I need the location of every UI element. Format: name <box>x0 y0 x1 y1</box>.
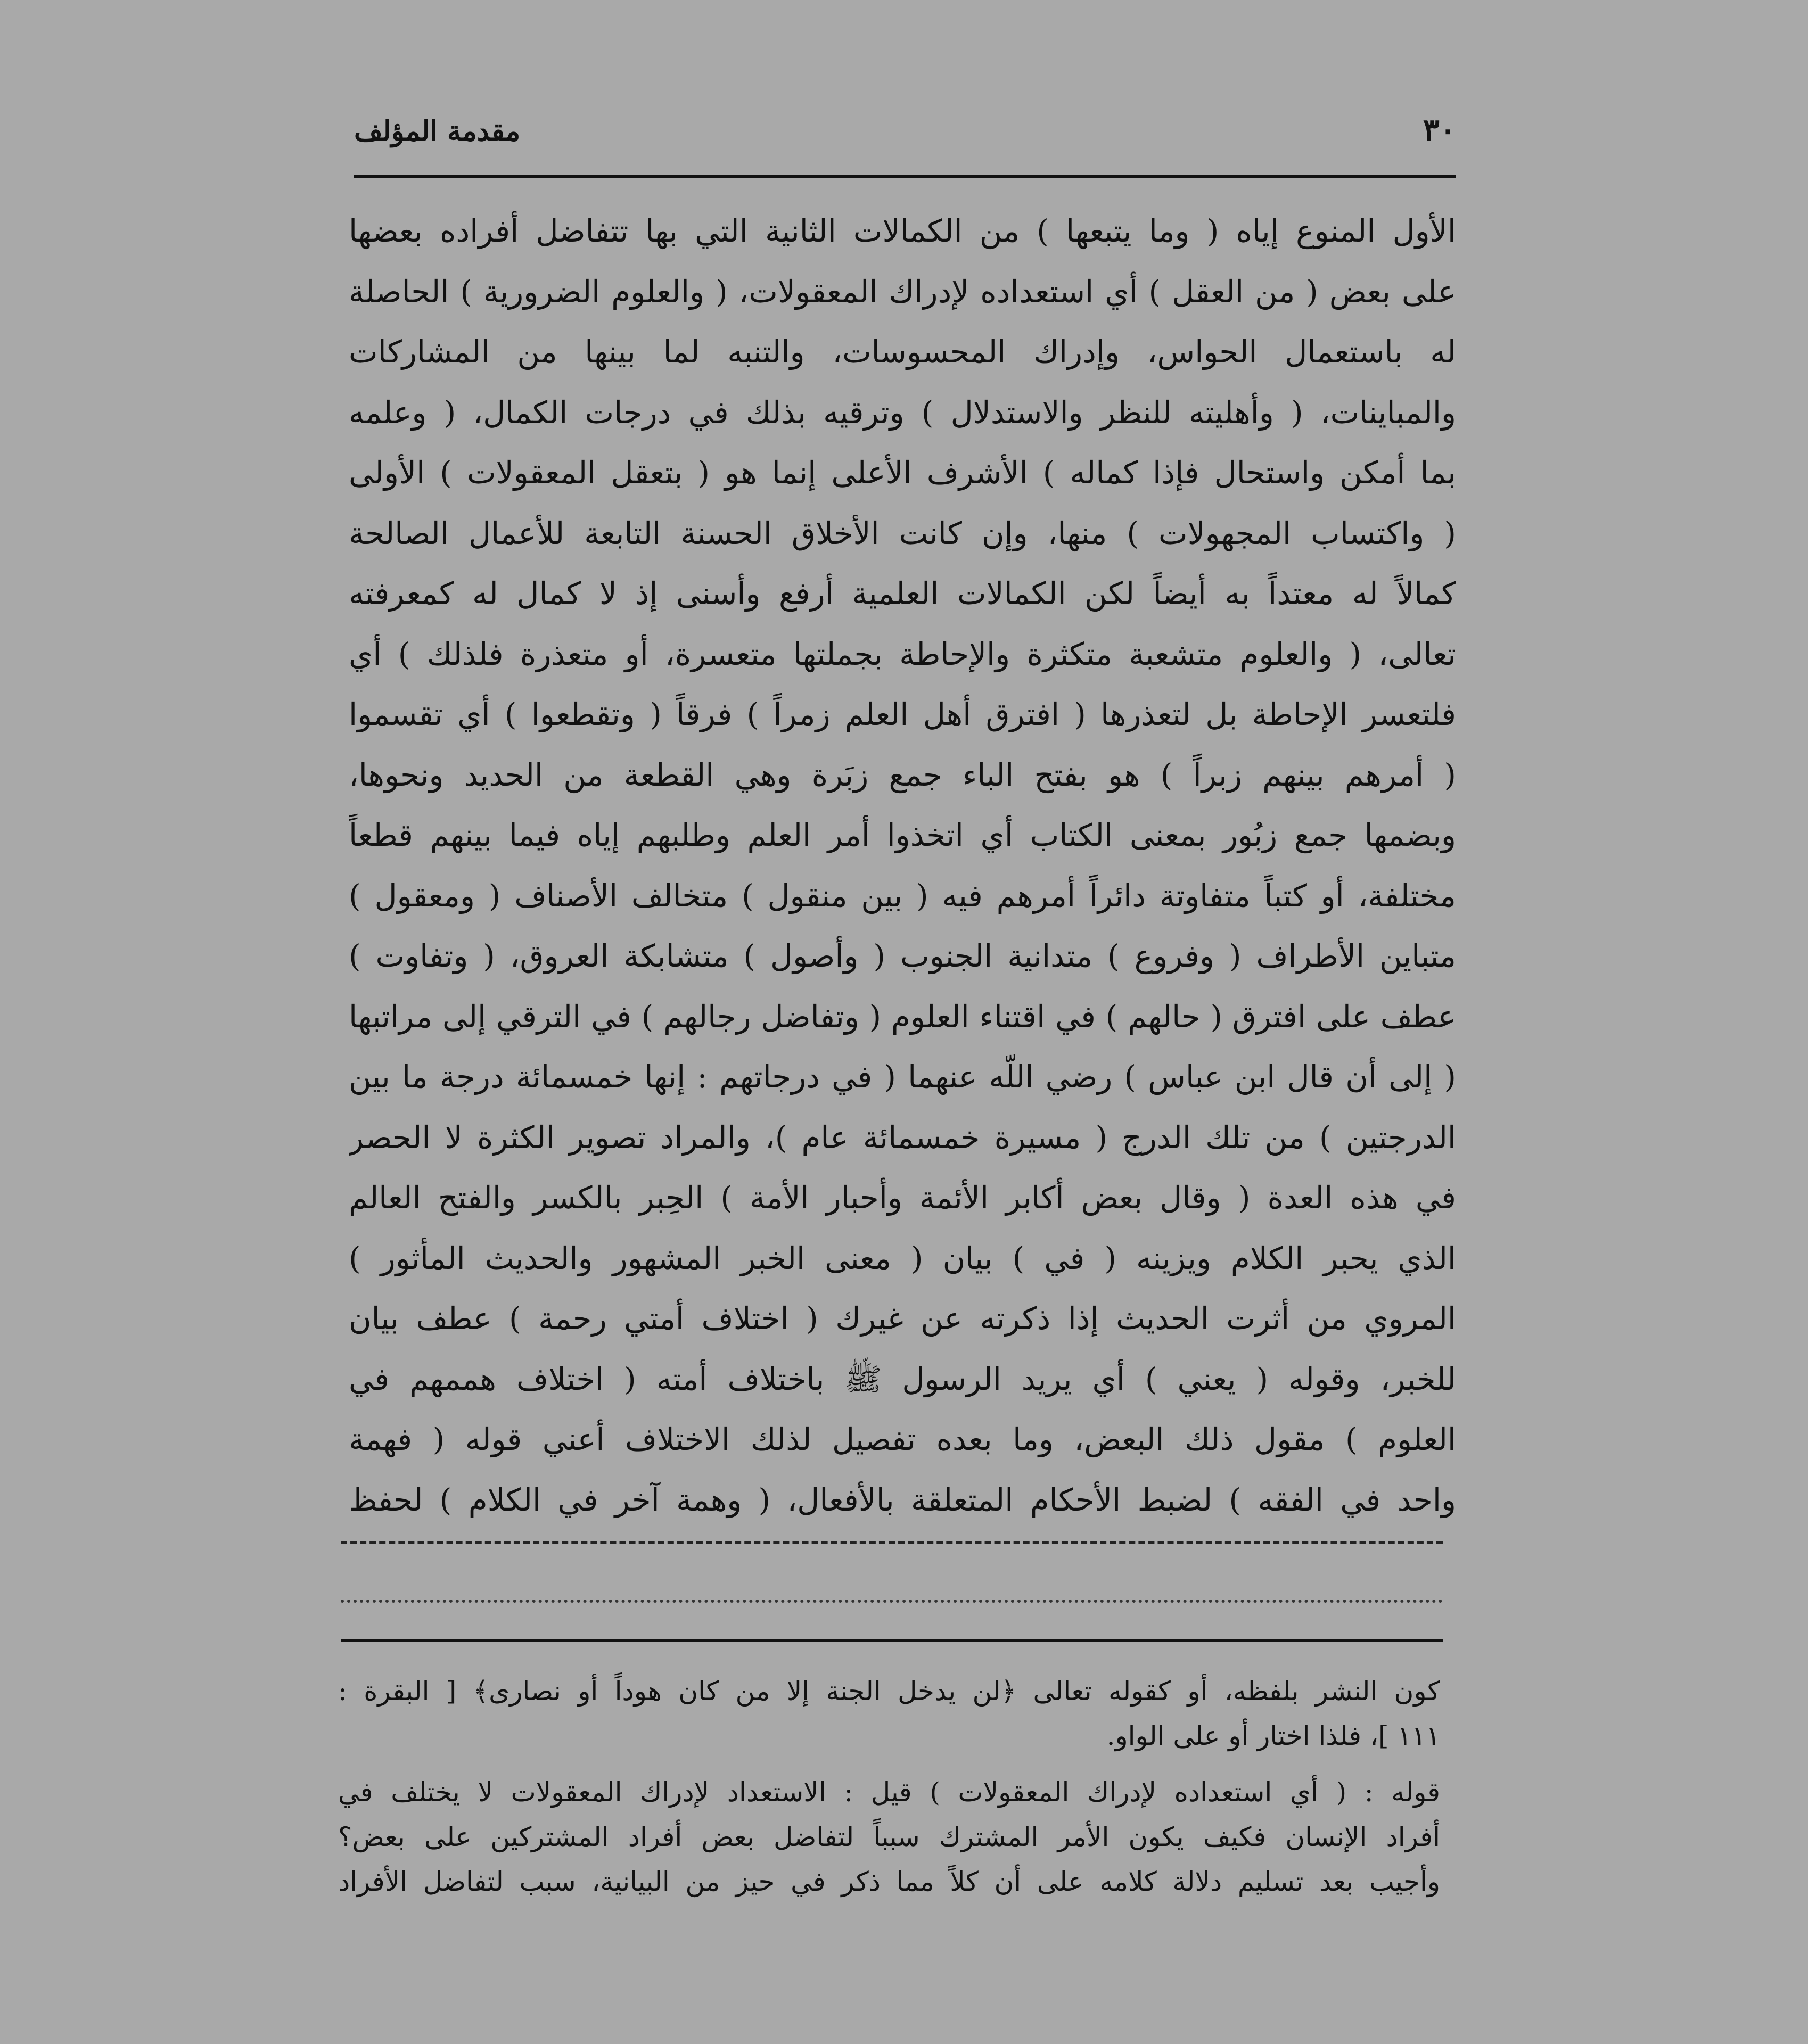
footnote-line: ١١١ ]، فلذا اختار أو على الواو. <box>1106 1720 1440 1751</box>
text-line: العلوم ) مقول ذلك البعض، وما بعده تفصيل لذلك الاختلاف أعني قوله ( فهمة <box>349 1421 1456 1457</box>
text-line: ( أمرهم بينهم زبراً ) هو بفتح الباء جمع زبَرة وهي القطعة من الحديد ونحوها، <box>349 756 1456 793</box>
text-line: ( إلى أن قال ابن عباس ) رضي اللّه عنهما ( في درجاتهم : إنها خمسمائة درجة ما بين <box>349 1059 1456 1095</box>
text-line: ( واكتساب المجهولات ) منها، وإن كانت الأخلاق الحسنة التابعة للأعمال الصالحة <box>349 515 1456 551</box>
text-line: فلتعسر الإحاطة بل لتعذرها ( افترق أهل العلم زمراً ) فرقاً ( وتقطعوا ) أي تقسموا <box>349 696 1456 732</box>
text-line: على بعض ( من العقل ) أي استعداده لإدراك المعقولات، ( والعلوم الضرورية ) الحاصلة <box>349 273 1456 310</box>
footnote-rule <box>341 1639 1443 1642</box>
text-line: بما أمكن واستحال فإذا كماله ) الأشرف الأعلى إنما هو ( بتعقل المعقولات ) الأولى <box>349 455 1456 491</box>
text-line: والمباينات، ( وأهليته للنظر والاستدلال ) وترقيه بذلك في درجات الكمال، ( وعلمه <box>349 394 1456 431</box>
dashed-separator <box>341 1541 1443 1555</box>
footnote-line: كون النشر بلفظه، أو كقوله تعالى ﴿لن يدخل الجنة إلا من كان هوداً أو نصارى﴾ [ البقرة : <box>338 1676 1440 1707</box>
footnotes <box>338 1669 1440 1904</box>
text-line: له باستعمال الحواس، وإدراك المحسوسات، والتنبه لما بينها من المشاركات <box>349 334 1456 370</box>
footnote-gap <box>338 1758 1440 1770</box>
running-title: مقدمة المؤلف <box>354 115 521 147</box>
text-line: كمالاً له معتداً به أيضاً لكن الكمالات العلمية أرفع وأسنى إذ لا كمال له كمعرفته <box>349 575 1456 612</box>
footnote-line: وأجيب بعد تسليم دلالة كلامه على أن كلاً مما ذكر في حيز من البيانية، سبب لتفاضل الأفراد <box>338 1866 1440 1897</box>
text-line: الدرجتين ) من تلك الدرج ( مسيرة خمسمائة عام )، والمراد تصوير الكثرة لا الحصر <box>349 1119 1456 1156</box>
text-line: متباين الأطراف ( وفروع ) متدانية الجنوب ( وأصول ) متشابكة العروق، ( وتفاوت ) <box>349 938 1456 974</box>
text-line: في هذه العدة ( وقال بعض أكابر الأئمة وأحبار الأمة ) الحِبر بالكسر والفتح العالم <box>349 1180 1456 1216</box>
text-line: تعالى، ( والعلوم متشعبة متكثرة والإحاطة بجملتها متعسرة، أو متعذرة فلذلك ) أي <box>349 636 1456 672</box>
text-line: الأول المنوع إياه ( وما يتبعها ) من الكمالات الثانية التي بها تتفاضل أفراده بعضها <box>349 213 1456 249</box>
page-number: ٣٠ <box>1423 112 1456 148</box>
header-rule <box>354 175 1456 178</box>
main-text-body <box>349 201 1456 1530</box>
footnote-line: قوله : ( أي استعداده لإدراك المعقولات ) قيل : الاستعداد لإدراك المعقولات لا يختلف في <box>338 1777 1440 1808</box>
text-line: عطف على افترق ( حالهم ) في اقتناء العلوم ( وتفاضل رجالهم ) في الترقي إلى مراتبها <box>349 998 1456 1035</box>
dotted-separator <box>341 1600 1443 1608</box>
text-line: واحد في الفقه ) لضبط الأحكام المتعلقة بالأفعال، ( وهمة آخر في الكلام ) لحفظ <box>349 1481 1456 1518</box>
text-line: المروي من أثرت الحديث إذا ذكرته عن غيرك ( اختلاف أمتي رحمة ) عطف بيان <box>349 1300 1456 1337</box>
text-line: للخبر، وقوله ( يعني ) أي يريد الرسول ﷺ باختلاف أمته ( اختلاف هممهم في <box>349 1361 1456 1397</box>
text-line: الذي يحبر الكلام ويزينه ( في ) بيان ( معنى الخبر المشهور والحديث المأثور ) <box>349 1240 1456 1276</box>
text-line: وبضمها جمع زبُور بمعنى الكتاب أي اتخذوا أمر العلم وطلبهم إياه فيما بينهم قطعاً <box>349 817 1456 853</box>
page-header <box>354 112 1456 165</box>
text-line: مختلفة، أو كتباً متفاوتة دائراً أمرهم فيه ( بين منقول ) متخالف الأصناف ( ومعقول ) <box>349 877 1456 914</box>
footnote-line: أفراد الإنسان فكيف يكون الأمر المشترك سبباً لتفاضل بعض أفراد المشتركين على بعض؟ <box>338 1822 1440 1852</box>
